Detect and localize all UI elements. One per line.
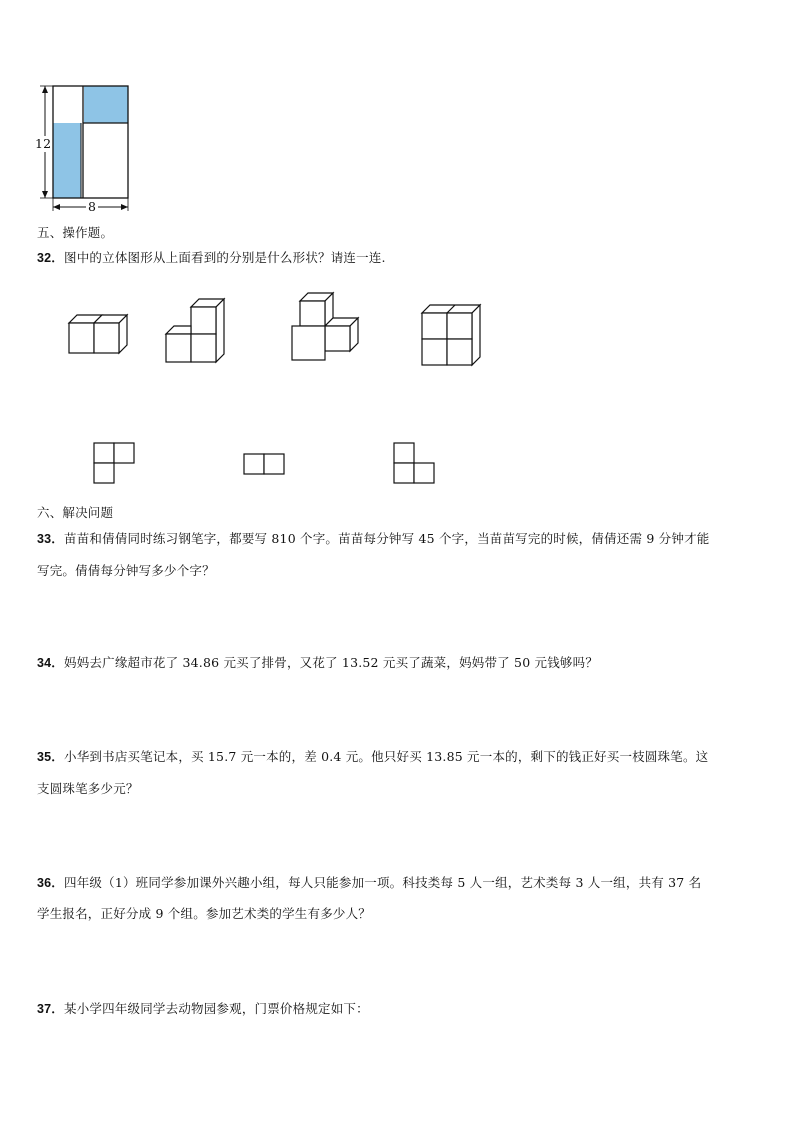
question-36-cont: 学生报名，正好分成 9 个组。参加艺术类的学生有多少人？ <box>37 906 372 921</box>
question-number: 36． <box>37 876 65 890</box>
question-35 <box>37 749 708 765</box>
question-text-line1: 小华到书店买笔记本，买 15.7 元一本的，差 0.4 元。他只好买 13.85 元一本的，剩下的钱正好买一枝圆珠笔。这 <box>64 749 709 764</box>
question-33 <box>37 531 709 547</box>
shaded-top-right <box>84 86 128 123</box>
top-view-shape-3 <box>394 443 439 488</box>
question-number: 34． <box>37 656 65 670</box>
solid-figure-1 <box>62 310 132 360</box>
top-view-shape-2 <box>244 454 289 476</box>
solid-figure-3 <box>288 290 368 365</box>
top-view-shape-1 <box>94 443 139 488</box>
solid-figure-4 <box>418 300 488 370</box>
question-number: 32． <box>37 251 65 265</box>
question-text-line1: 苗苗和倩倩同时练习钢笔字，都要写 810 个字。苗苗每分钟写 45 个字，当苗苗写完的时候，倩倩还需 9 分钟才能 <box>64 531 710 546</box>
question-37 <box>37 1001 369 1017</box>
question-text: 某小学四年级同学去动物园参观，门票价格规定如下： <box>64 1001 369 1016</box>
question-35-cont: 支圆珠笔多少元？ <box>37 781 139 796</box>
question-number: 33． <box>37 532 65 546</box>
question-number: 37． <box>37 1002 65 1016</box>
question-36 <box>37 875 701 891</box>
section-solve-heading: 六、解决问题 <box>37 505 114 520</box>
height-label: 12 <box>35 136 52 151</box>
question-text-line1: 四年级（1）班同学参加课外兴趣小组，每人只能参加一项。科技类每 5 人一组，艺术类每 3 人一组，共有 37 名 <box>64 875 702 890</box>
section-operation-heading: 五、操作题。 <box>37 225 114 240</box>
solid-figure-2 <box>162 294 232 364</box>
question-number: 35． <box>37 750 65 764</box>
question-34 <box>37 655 598 671</box>
question-32 <box>37 250 386 266</box>
width-label: 8 <box>88 199 97 214</box>
question-33-cont: 写完。倩倩每分钟写多少个字？ <box>37 563 215 578</box>
question-text: 图中的立体图形从上面看到的分别是什么形状？请连一连. <box>64 250 386 265</box>
question-text: 妈妈去广缘超市花了 34.86 元买了排骨，又花了 13.52 元买了蔬菜，妈妈带了 50 元钱够吗？ <box>64 655 599 670</box>
shaded-bottom-left <box>53 123 81 198</box>
